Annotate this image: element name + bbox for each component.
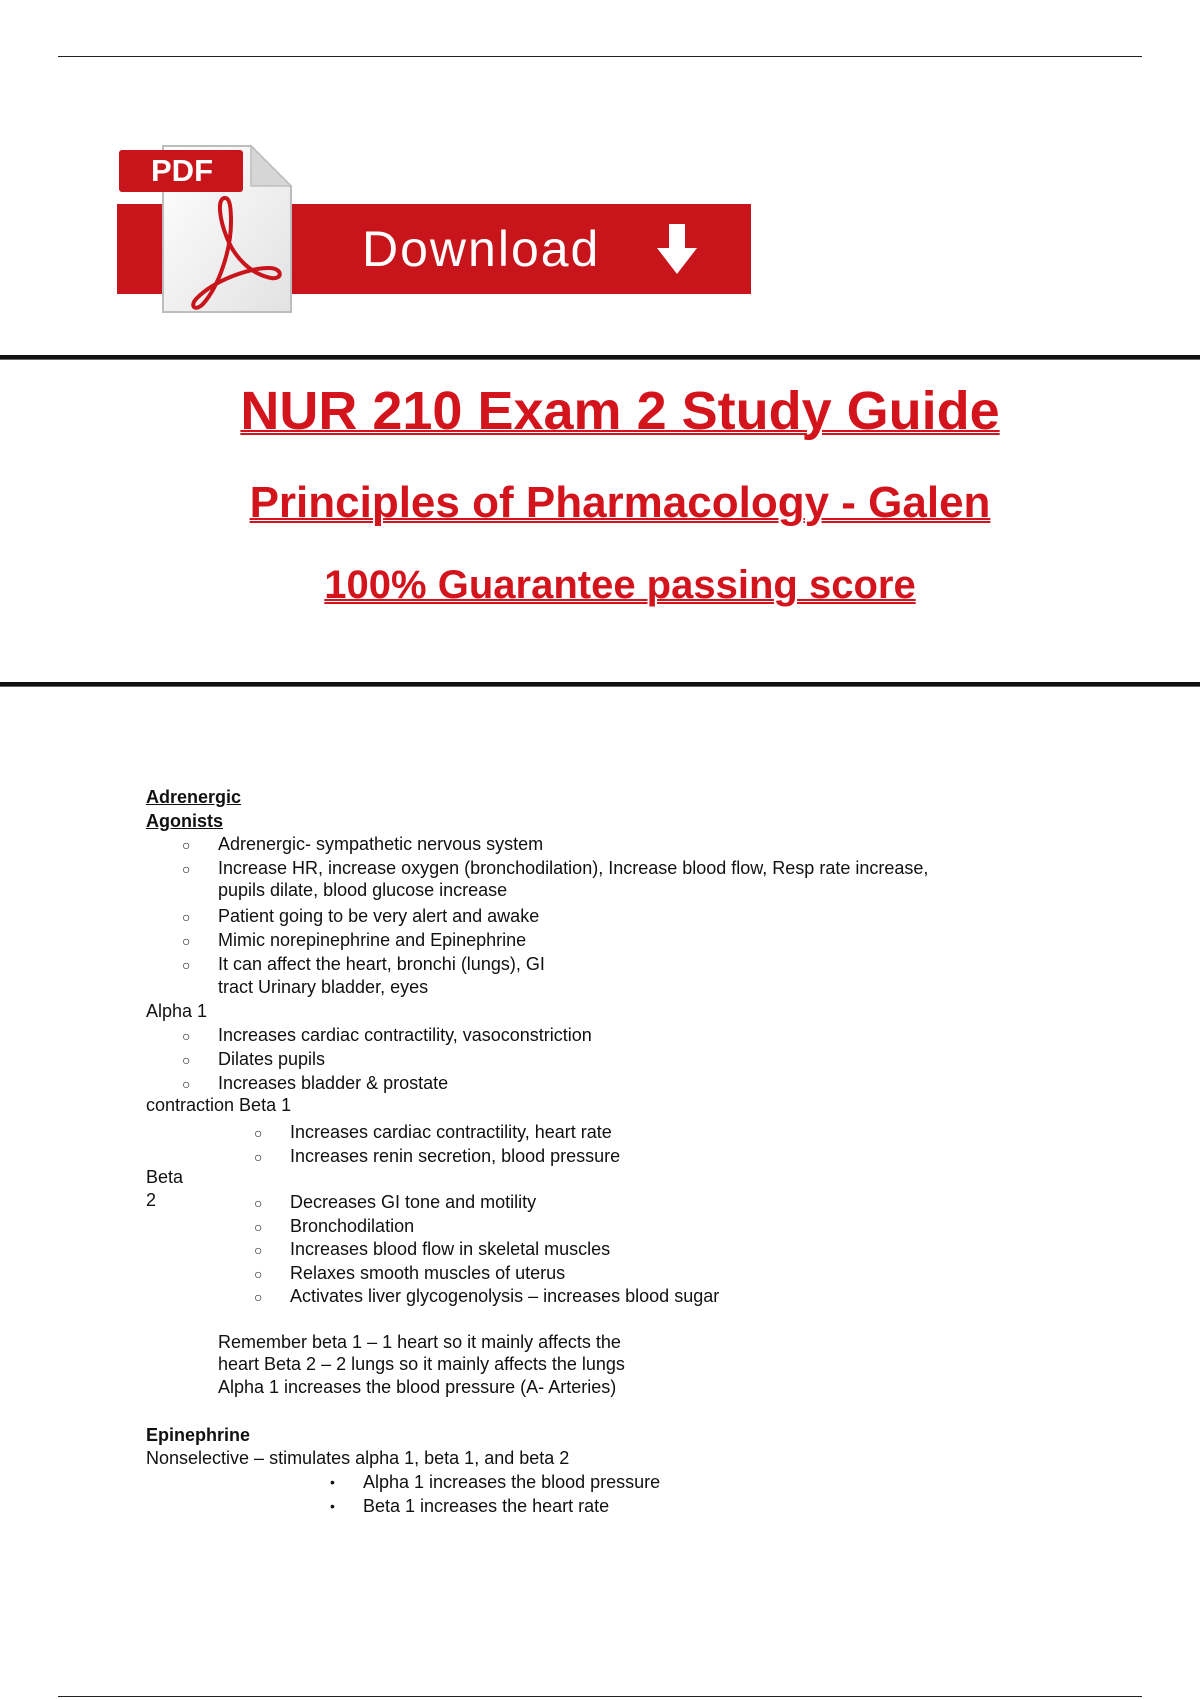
remember-note-line: heart Beta 2 – 2 lungs so it mainly affects the lungs	[218, 1354, 625, 1374]
document-tagline: 100% Guarantee passing score	[324, 563, 916, 607]
remember-note-line: Alpha 1 increases the blood pressure (A- Arteries)	[218, 1377, 617, 1397]
list-item-continuation: tract Urinary bladder, eyes	[218, 977, 429, 997]
circle-bullet-icon: ○	[182, 1028, 191, 1044]
beta2-label-line2: 2	[146, 1190, 157, 1210]
list-item: Dilates pupils	[218, 1049, 326, 1069]
epinephrine-heading: Epinephrine	[146, 1425, 251, 1445]
download-label: Download	[362, 221, 601, 277]
circle-bullet-icon: ○	[254, 1149, 263, 1165]
list-item: Increases blood flow in skeletal muscles	[290, 1239, 611, 1259]
top-divider	[58, 56, 1142, 57]
title-band-top-rule	[0, 355, 1200, 360]
dot-bullet-icon: •	[330, 1498, 335, 1514]
pdf-label: PDF	[119, 150, 243, 192]
list-item: Decreases GI tone and motility	[290, 1192, 537, 1212]
document-title: NUR 210 Exam 2 Study Guide	[240, 381, 1000, 441]
list-item: Patient going to be very alert and awake	[218, 906, 540, 926]
title-band-bottom-rule	[0, 682, 1200, 687]
dot-bullet-icon: •	[330, 1474, 335, 1490]
adrenergic-heading-line1: Adrenergic	[146, 787, 242, 807]
list-item: Increase HR, increase oxygen (bronchodilation), Increase blood flow, Resp rate increase,	[218, 858, 929, 878]
circle-bullet-icon: ○	[182, 909, 191, 925]
list-item: Mimic norepinephrine and Epinephrine	[218, 930, 527, 950]
circle-bullet-icon: ○	[254, 1219, 263, 1235]
list-item: Increases cardiac contractility, vasoconstriction	[218, 1025, 592, 1045]
list-item: Relaxes smooth muscles of uterus	[290, 1263, 566, 1283]
list-item: Increases cardiac contractility, heart rate	[290, 1122, 612, 1142]
circle-bullet-icon: ○	[182, 837, 191, 853]
circle-bullet-icon: ○	[182, 957, 191, 973]
circle-bullet-icon: ○	[254, 1289, 263, 1305]
circle-bullet-icon: ○	[254, 1242, 263, 1258]
circle-bullet-icon: ○	[254, 1266, 263, 1282]
list-item-continuation: pupils dilate, blood glucose increase	[218, 880, 508, 900]
list-item: Adrenergic- sympathetic nervous system	[218, 834, 544, 854]
pdf-download-button[interactable]	[117, 140, 751, 320]
beta2-label-line1: Beta	[146, 1167, 184, 1187]
circle-bullet-icon: ○	[182, 933, 191, 949]
epinephrine-description: Nonselective – stimulates alpha 1, beta 1, and beta 2	[146, 1448, 570, 1468]
remember-note-line: Remember beta 1 – 1 heart so it mainly affects the	[218, 1332, 621, 1352]
list-item: Activates liver glycogenolysis – increases blood sugar	[290, 1286, 720, 1306]
adrenergic-heading-line2: Agonists	[146, 811, 224, 831]
circle-bullet-icon: ○	[182, 1052, 191, 1068]
list-item: Increases renin secretion, blood pressure	[290, 1146, 621, 1166]
list-item: Beta 1 increases the heart rate	[363, 1496, 610, 1516]
list-item: Bronchodilation	[290, 1216, 415, 1236]
circle-bullet-icon: ○	[182, 1076, 191, 1092]
list-item: Alpha 1 increases the blood pressure	[363, 1472, 661, 1492]
circle-bullet-icon: ○	[254, 1195, 263, 1211]
list-item: It can affect the heart, bronchi (lungs), GI	[218, 954, 545, 974]
circle-bullet-icon: ○	[254, 1125, 263, 1141]
list-item: Increases bladder & prostate	[218, 1073, 449, 1093]
document-subtitle: Principles of Pharmacology - Galen	[249, 478, 991, 527]
download-arrow-icon	[647, 220, 707, 280]
circle-bullet-icon: ○	[182, 861, 191, 877]
bottom-divider	[58, 1696, 1142, 1697]
alpha1-continuation: contraction Beta 1	[146, 1095, 292, 1115]
alpha1-label: Alpha 1	[146, 1001, 208, 1021]
